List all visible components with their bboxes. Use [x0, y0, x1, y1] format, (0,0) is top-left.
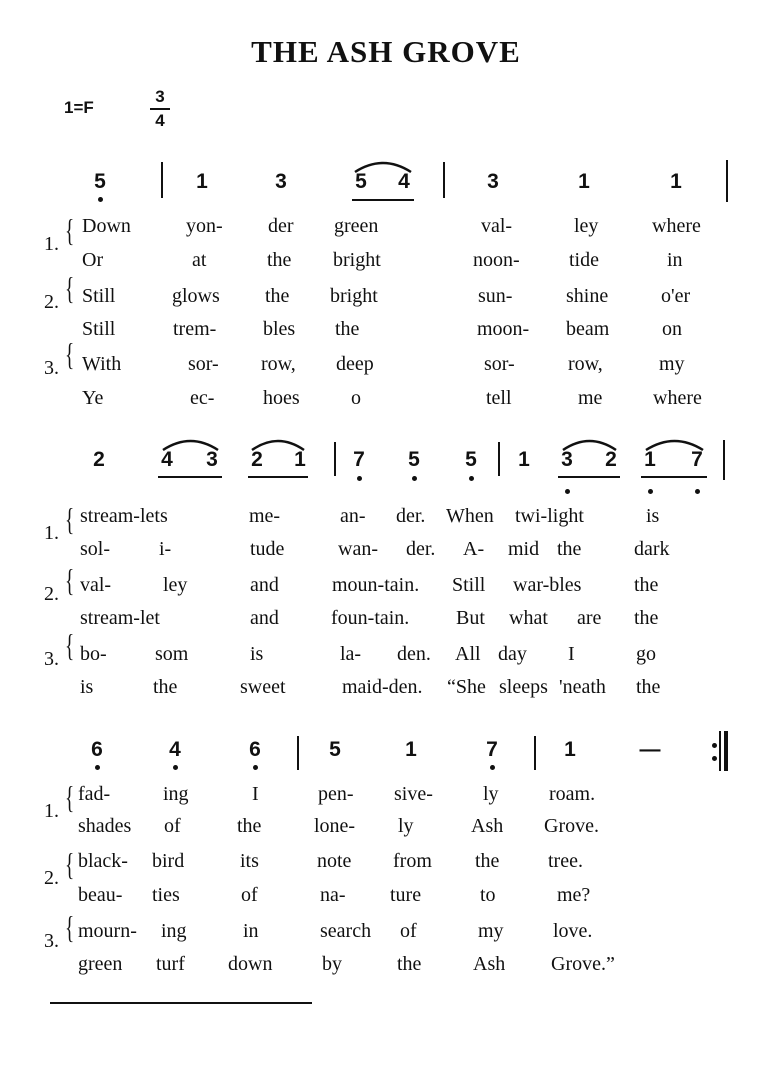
slur-curve	[563, 441, 616, 450]
lyric-syllable: tude	[250, 538, 285, 560]
lyric-syllable: roam.	[549, 783, 596, 805]
slur-curve	[646, 441, 703, 450]
final-barline-thin	[719, 731, 721, 771]
lyric-syllable: la-	[340, 643, 362, 665]
lyric-syllable: in	[243, 920, 259, 942]
slur-mark	[644, 436, 705, 452]
lyric-syllable: the	[475, 850, 500, 872]
note: 3	[487, 170, 499, 193]
lyric-syllable: love.	[553, 920, 593, 942]
lyric-syllable: go	[636, 643, 656, 665]
slur-curve	[163, 441, 218, 450]
note: 1	[405, 738, 417, 761]
lyric-syllable: Still	[452, 574, 486, 596]
eighth-underline	[558, 476, 620, 478]
lyric-syllable: stream-lets	[80, 505, 168, 527]
lyric-syllable: tell	[486, 387, 512, 409]
barline	[161, 162, 163, 198]
lyric-syllable: noon-	[473, 249, 520, 271]
lyric-syllable: in	[667, 249, 683, 271]
verse-brace: {	[65, 501, 75, 537]
lyric-syllable: mourn-	[78, 920, 137, 942]
note: 2	[605, 448, 617, 471]
low-octave-dot	[490, 765, 495, 770]
barline	[334, 442, 336, 476]
note: 6	[91, 738, 103, 761]
verse-number: 2.	[44, 583, 59, 605]
lyric-syllable: bo-	[80, 643, 107, 665]
barline	[498, 442, 500, 476]
lyric-syllable: from	[393, 850, 432, 872]
barline	[723, 440, 725, 480]
note: 5	[408, 448, 420, 471]
eighth-underline	[641, 476, 707, 478]
note: 1	[670, 170, 682, 193]
lyric-syllable: the	[237, 815, 262, 837]
lyric-syllable: sol-	[80, 538, 110, 560]
verse-brace: {	[65, 909, 75, 945]
lyric-syllable: i-	[159, 538, 172, 560]
lyric-syllable: down	[228, 953, 273, 975]
lyric-syllable: val-	[80, 574, 112, 596]
verse-brace: {	[65, 212, 75, 248]
barline	[726, 160, 728, 202]
lyric-syllable: are	[577, 607, 602, 629]
lyric-syllable: ec-	[190, 387, 215, 409]
lyric-syllable: my	[659, 353, 685, 375]
slur-mark	[561, 436, 618, 452]
lyric-syllable: sweet	[240, 676, 286, 698]
lyric-syllable: note	[317, 850, 352, 872]
low-octave-dot	[357, 476, 362, 481]
lyric-syllable: and	[250, 574, 279, 596]
lyric-syllable: yon-	[186, 215, 223, 237]
lyric-syllable: ly	[483, 783, 499, 805]
lyric-syllable: sor-	[484, 353, 515, 375]
lyric-syllable: o	[351, 387, 361, 409]
low-octave-dot	[695, 489, 700, 494]
note: 5	[94, 170, 106, 193]
lyric-syllable: der.	[396, 505, 426, 527]
slur-curve	[252, 441, 304, 450]
lyric-syllable: ly	[398, 815, 414, 837]
lyric-syllable: the	[636, 676, 661, 698]
song-title: THE ASH GROVE	[251, 34, 521, 69]
note: —	[639, 738, 661, 761]
lyric-syllable: der.	[406, 538, 436, 560]
lyric-syllable: Grove.”	[551, 953, 615, 975]
final-barline-thick	[724, 731, 728, 771]
eighth-underline	[158, 476, 222, 478]
lyric-syllable: to	[480, 884, 496, 906]
lyric-syllable: sun-	[478, 285, 513, 307]
lyric-syllable: bird	[152, 850, 185, 872]
verse-number: 1.	[44, 233, 59, 255]
verse-number: 3.	[44, 930, 59, 952]
note: 1	[294, 448, 306, 471]
note: 7	[691, 448, 703, 471]
lyric-syllable: green	[78, 953, 123, 975]
lyric-syllable: the	[397, 953, 422, 975]
eighth-underline	[352, 199, 414, 201]
time-signature-bottom: 4	[155, 111, 165, 130]
lyric-syllable: at	[192, 249, 207, 271]
slur-mark	[353, 158, 413, 174]
lyric-syllable: val-	[481, 215, 513, 237]
note: 5	[329, 738, 341, 761]
note: 3	[561, 448, 573, 471]
lyric-syllable: me-	[249, 505, 281, 527]
lyric-syllable: search	[320, 920, 372, 942]
lyric-syllable: Still	[82, 318, 116, 340]
note: 2	[251, 448, 263, 471]
lyric-syllable: Ash	[471, 815, 504, 837]
note: 1	[518, 448, 530, 471]
lyric-syllable: ing	[163, 783, 189, 805]
verse-number: 3.	[44, 357, 59, 379]
lyric-syllable: the	[557, 538, 582, 560]
lyric-syllable: ley	[574, 215, 599, 237]
verse-number: 2.	[44, 291, 59, 313]
lyric-syllable: beau-	[78, 884, 123, 906]
lyric-syllable: turf	[156, 953, 185, 975]
lyric-syllable: All	[455, 643, 481, 665]
low-octave-dot	[469, 476, 474, 481]
lyric-syllable: row,	[261, 353, 296, 375]
lyric-syllable: wan-	[338, 538, 378, 560]
lyric-syllable: bright	[333, 249, 381, 271]
lyric-syllable: glows	[172, 285, 220, 307]
note: 4	[169, 738, 181, 761]
slur-mark	[161, 436, 220, 452]
lyric-syllable: mid	[508, 538, 540, 560]
lyric-syllable: the	[265, 285, 290, 307]
lyric-syllable: A-	[463, 538, 485, 560]
lyric-syllable: Grove.	[544, 815, 599, 837]
note: 2	[93, 448, 105, 471]
lyric-syllable: Still	[82, 285, 116, 307]
low-octave-dot	[95, 765, 100, 770]
lyric-syllable: foun-tain.	[331, 607, 410, 629]
verse-brace: {	[65, 270, 75, 306]
note: 1	[196, 170, 208, 193]
lyric-syllable: by	[322, 953, 342, 975]
lyric-syllable: war-bles	[513, 574, 582, 596]
verse-brace: {	[65, 336, 75, 372]
lyric-syllable: With	[82, 353, 122, 375]
lyric-syllable: moon-	[477, 318, 530, 340]
lyric-syllable: Ye	[82, 387, 104, 409]
note: 7	[353, 448, 365, 471]
note: 1	[564, 738, 576, 761]
lyric-syllable: Ash	[473, 953, 506, 975]
lyric-syllable: is	[80, 676, 94, 698]
lyric-syllable: green	[334, 215, 379, 237]
time-signature	[150, 86, 170, 132]
repeat-dot	[712, 756, 717, 761]
verse-brace: {	[65, 627, 75, 663]
lyric-syllable: lone-	[314, 815, 356, 837]
lyric-syllable: me?	[557, 884, 591, 906]
lyric-syllable: row,	[568, 353, 603, 375]
lyric-syllable: of	[400, 920, 417, 942]
lyric-syllable: is	[250, 643, 264, 665]
lyric-syllable: bright	[330, 285, 378, 307]
lyric-syllable: Down	[82, 215, 131, 237]
key-signature: 1=F	[64, 98, 94, 117]
lyric-syllable: where	[652, 215, 701, 237]
lyric-syllable: its	[240, 850, 259, 872]
note: 4	[398, 170, 410, 193]
lyric-syllable: an-	[340, 505, 366, 527]
low-octave-dot	[173, 765, 178, 770]
lyric-syllable: shades	[78, 815, 132, 837]
lyric-syllable: me	[578, 387, 603, 409]
lyric-syllable: shine	[566, 285, 609, 307]
low-octave-dot	[648, 489, 653, 494]
lyric-syllable: what	[509, 607, 548, 629]
lyric-syllable: den.	[397, 643, 431, 665]
lyric-syllable: the	[634, 574, 659, 596]
lyric-syllable: trem-	[173, 318, 217, 340]
low-octave-dot	[565, 489, 570, 494]
verse-brace: {	[65, 779, 75, 815]
lyric-syllable: sive-	[394, 783, 433, 805]
note: 1	[578, 170, 590, 193]
lyric-syllable: But	[456, 607, 485, 629]
note: 3	[206, 448, 218, 471]
verse-number: 1.	[44, 800, 59, 822]
lyric-syllable: I	[568, 643, 575, 665]
lyric-syllable: day	[498, 643, 527, 665]
lyric-syllable: of	[241, 884, 258, 906]
lyric-syllable: on	[662, 318, 682, 340]
low-octave-dot	[253, 765, 258, 770]
lyric-syllable: twi-light	[515, 505, 584, 527]
barline	[297, 736, 299, 770]
lyric-syllable: “She	[447, 676, 486, 698]
verse-number: 2.	[44, 867, 59, 889]
lyric-syllable: beam	[566, 318, 610, 340]
lyric-syllable: ties	[152, 884, 180, 906]
barline	[534, 736, 536, 770]
lyric-syllable: der	[268, 215, 294, 237]
slur-mark	[250, 436, 306, 452]
lyric-syllable: bles	[263, 318, 296, 340]
repeat-dot	[712, 743, 717, 748]
lyric-syllable: is	[646, 505, 660, 527]
lyric-syllable: the	[153, 676, 178, 698]
lyric-syllable: the	[634, 607, 659, 629]
lyric-syllable: When	[446, 505, 494, 527]
lyric-syllable: sleeps	[499, 676, 548, 698]
lyric-syllable: deep	[336, 353, 374, 375]
lyric-syllable: the	[335, 318, 360, 340]
note: 6	[249, 738, 261, 761]
note: 3	[275, 170, 287, 193]
lyric-syllable: stream-let	[80, 607, 160, 629]
lyric-syllable: ture	[390, 884, 422, 906]
lyric-syllable: pen-	[318, 783, 354, 805]
slur-curve	[355, 163, 411, 172]
lyric-syllable: tide	[569, 249, 599, 271]
lyric-syllable: of	[164, 815, 181, 837]
time-signature-top: 3	[150, 86, 170, 110]
footer-rule	[50, 1002, 312, 1004]
lyric-syllable: moun-tain.	[332, 574, 420, 596]
eighth-underline	[248, 476, 308, 478]
note: 1	[644, 448, 656, 471]
verse-brace: {	[65, 846, 75, 882]
barline	[443, 162, 445, 198]
verse-brace: {	[65, 562, 75, 598]
lyric-syllable: hoes	[263, 387, 300, 409]
lyric-syllable: o'er	[661, 285, 691, 307]
note: 4	[161, 448, 173, 471]
lyric-syllable: sor-	[188, 353, 219, 375]
lyric-syllable: fad-	[78, 783, 111, 805]
note: 5	[355, 170, 367, 193]
lyric-syllable: Or	[82, 249, 104, 271]
lyric-syllable: ing	[161, 920, 187, 942]
lyric-syllable: som	[155, 643, 189, 665]
low-octave-dot	[412, 476, 417, 481]
lyric-syllable: and	[250, 607, 279, 629]
lyric-syllable: the	[267, 249, 292, 271]
lyric-syllable: black-	[78, 850, 128, 872]
lyric-syllable: ley	[163, 574, 188, 596]
lyric-syllable: 'neath	[559, 676, 606, 698]
lyric-syllable: na-	[320, 884, 346, 906]
note: 5	[465, 448, 477, 471]
lyric-syllable: my	[478, 920, 504, 942]
verse-number: 1.	[44, 522, 59, 544]
low-octave-dot	[98, 197, 103, 202]
lyric-syllable: tree.	[548, 850, 583, 872]
lyric-syllable: I	[252, 783, 259, 805]
verse-number: 3.	[44, 648, 59, 670]
lyric-syllable: where	[653, 387, 702, 409]
note: 7	[486, 738, 498, 761]
lyric-syllable: maid-den.	[342, 676, 423, 698]
lyric-syllable: dark	[634, 538, 670, 560]
